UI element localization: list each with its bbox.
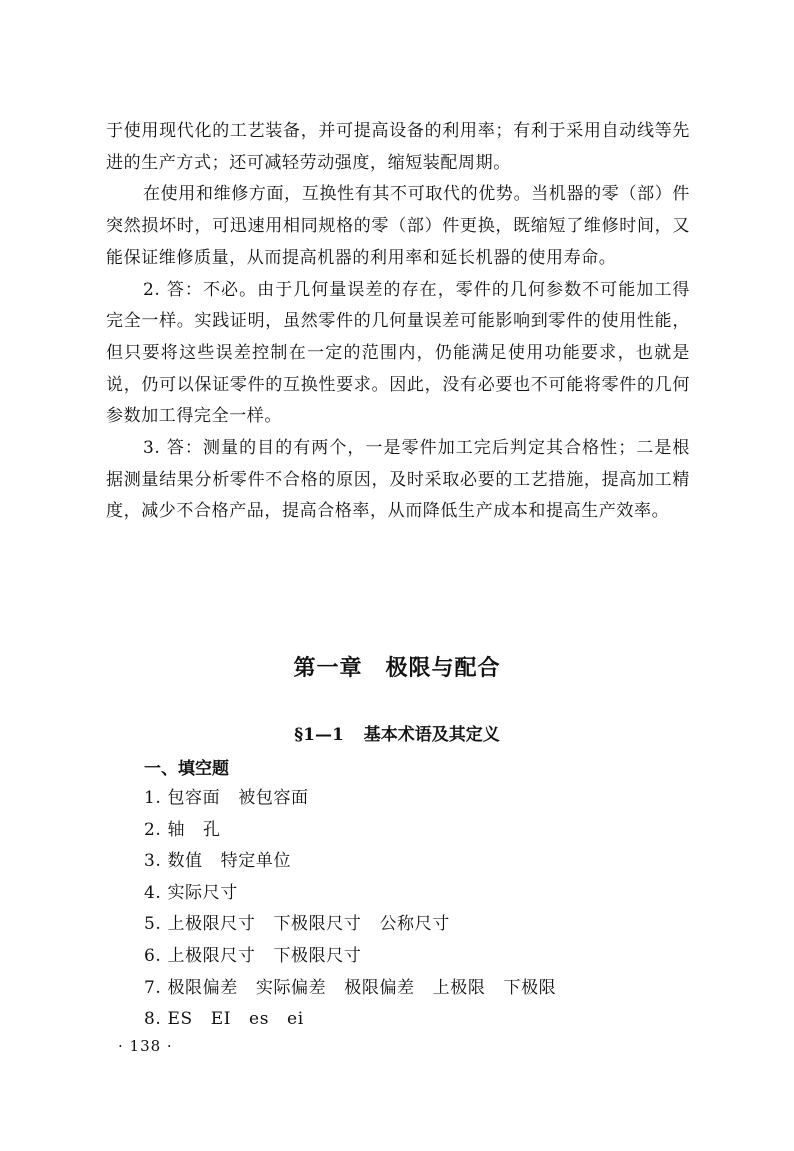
answer-part: 被包容面 [238, 788, 309, 808]
answer-part: ES [167, 1009, 193, 1030]
answer-part: 孔 [203, 819, 221, 840]
answer-part: EI [210, 1009, 232, 1030]
answer-number: 5. [144, 914, 162, 935]
body-text [106, 116, 690, 528]
answer-item [144, 783, 704, 815]
answer-number: 8. [144, 1009, 162, 1030]
answer-part: 极限偏差 [167, 977, 238, 998]
answer-item [144, 941, 704, 973]
answer-part: 下极限尺寸 [273, 914, 362, 935]
answer-item [144, 878, 704, 910]
answer-item [144, 909, 704, 941]
answer-part: 轴 [167, 819, 186, 840]
answer-list [144, 783, 704, 1036]
answer-part: 极限偏差 [344, 977, 415, 998]
answer-part: ei [287, 1009, 304, 1030]
answer-number: 1. [144, 788, 162, 808]
paragraph-4: 3. 答：测量的目的有两个，一是零件加工完后判定其合格性；二是根据测量结果分析零件不合格的原因，及时采取必要的工艺措施，提高加工精度，减少不合格产品，提高合格率，从而降低生产成本和提高生产效率。 [106, 438, 690, 522]
section-number: §1—1 [294, 725, 344, 745]
answer-part: 上极限尺寸 [167, 914, 256, 935]
answer-number: 4. [144, 882, 162, 903]
answer-item [144, 846, 704, 878]
page-number: · 138 · [118, 1037, 173, 1055]
answer-part: 公称尺寸 [379, 914, 450, 935]
paragraph-2: 在使用和维修方面，互换性有其不可取代的优势。当机器的零（部）件突然损坏时，可迅速用相同规格的零（部）件更换，既缩短了维修时间，又能保证维修质量，从而提高机器的利用率和延长机器的使用寿命。 [106, 184, 690, 268]
answer-item [144, 815, 704, 847]
answer-number: 3. [144, 851, 162, 872]
answer-part: 上极限尺寸 [167, 945, 256, 966]
answer-number: 2. [144, 819, 162, 840]
answer-part: 数值 [167, 851, 203, 872]
answer-part: 下极限尺寸 [273, 945, 362, 966]
chapter-title: 第一章 极限与配合 [293, 656, 501, 681]
answer-part: es [249, 1009, 270, 1030]
answer-part: 实际尺寸 [167, 882, 238, 903]
answer-part: 上极限 [432, 977, 486, 998]
answer-number: 6. [144, 945, 162, 966]
answer-number: 7. [144, 977, 162, 998]
paragraph-1: 于使用现代化的工艺装备，并可提高设备的利用率；有利于采用自动线等先进的生产方式；还可减轻劳动强度，缩短装配周期。 [106, 121, 690, 173]
answer-part: 包容面 [167, 788, 221, 808]
paragraph-3: 2. 答：不必。由于几何量误差的存在，零件的几何参数不可能加工得完全一样。实践证明，虽然零件的几何量误差可能影响到零件的使用性能，但只要将这些误差控制在一定的范围内，仍能满足使用功能要求，也就是说，仍可以保证零件的互换性要求。因此，没有必要也不可能将零件的几何参数加工得完全一样。 [106, 279, 690, 427]
answer-part: 特定单位 [220, 851, 292, 872]
answer-part: 下极限 [503, 977, 557, 998]
subheading: 一、填空题 [144, 759, 229, 779]
section-title: 基本术语及其定义 [363, 725, 500, 745]
answer-item [144, 1004, 704, 1036]
answer-item [144, 973, 704, 1005]
section-heading [0, 720, 794, 745]
answer-part: 实际偏差 [255, 977, 327, 998]
